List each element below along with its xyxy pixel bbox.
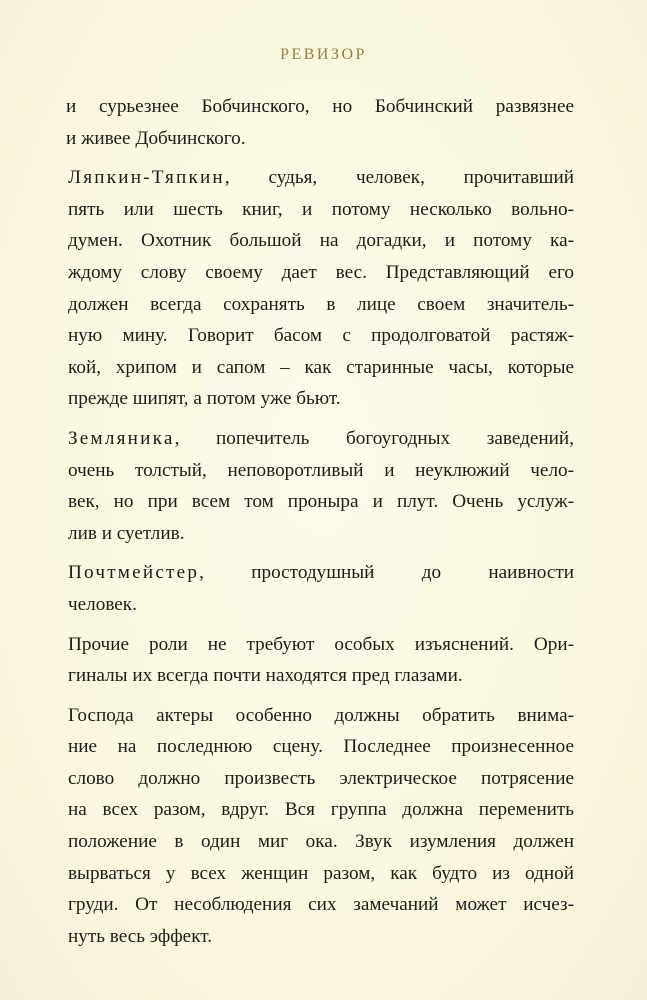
text-line: очень толстый, неповоротливый и неуклюжий чело-: [68, 459, 574, 481]
text-line: век, но при всем том проныра и плут. Очень услуж-: [68, 491, 574, 513]
text-fragment: , попечитель богоугодных заведений,: [174, 427, 574, 449]
text-line: положение в один миг ока. Звук изумления должен: [68, 831, 574, 853]
text-line: пять или шесть книг, и потому несколько вольно-: [68, 198, 574, 220]
character-name: Земляника: [68, 427, 175, 449]
paragraph: [66, 700, 574, 953]
text-fragment: , судья, человек, прочитавший: [224, 167, 574, 189]
text-line: груди. От несоблюдения сих замечаний может исчез-: [68, 894, 574, 916]
text-fragment: , простодушный до наивности: [199, 562, 574, 584]
text-line: думен. Охотник большой на догадки, и потому ка-: [68, 230, 574, 252]
paragraph: [66, 423, 574, 549]
text-line: ждому слову своему дает вес. Представляющий его: [68, 261, 574, 283]
text-line: слово должно произвесть электрическое потрясение: [68, 767, 574, 789]
text-body: [66, 91, 574, 960]
text-line: Господа актеры особенно должны обратить внима-: [68, 704, 574, 726]
text-line: кой, хрипом и сапом – как старинные часы, которые: [68, 356, 574, 378]
character-name: Почтмейстер: [68, 562, 200, 584]
text-line: человек.: [68, 593, 137, 615]
text-line: [66, 423, 574, 455]
text-line: Прочие роли не требуют особых изъяснений. Ори-: [68, 633, 574, 655]
paragraph: [66, 91, 574, 154]
text-line: гиналы их всегда почти находятся пред глазами.: [68, 665, 463, 687]
text-line: нуть весь эффект.: [68, 925, 212, 947]
paragraph: [66, 557, 574, 620]
text-line: лив и суетлив.: [68, 522, 185, 544]
text-line: ную мину. Говорит басом с продолговатой растяж-: [68, 325, 574, 347]
character-name: Ляпкин-Тяпкин: [68, 167, 225, 189]
text-line: ние на последнюю сцену. Последнее произнесенное: [68, 736, 574, 758]
text-line: должен всегда сохранять в лице своем значитель-: [68, 293, 574, 315]
text-line: прежде шипят, а потом уже бьют.: [68, 388, 341, 410]
running-head: РЕВИЗОР: [280, 46, 367, 63]
text-line: и живее Добчинского.: [66, 127, 246, 149]
text-line: и сурьезнее Бобчинского, но Бобчинский развязнее: [66, 96, 574, 117]
text-line: [66, 162, 574, 194]
text-line: [66, 557, 574, 589]
text-line: вырваться у всех женщин разом, как будто из одной: [68, 862, 574, 884]
paragraph: [66, 162, 574, 415]
text-line: на всех разом, вдруг. Вся группа должна переменить: [68, 799, 574, 821]
paragraph: [66, 629, 574, 692]
